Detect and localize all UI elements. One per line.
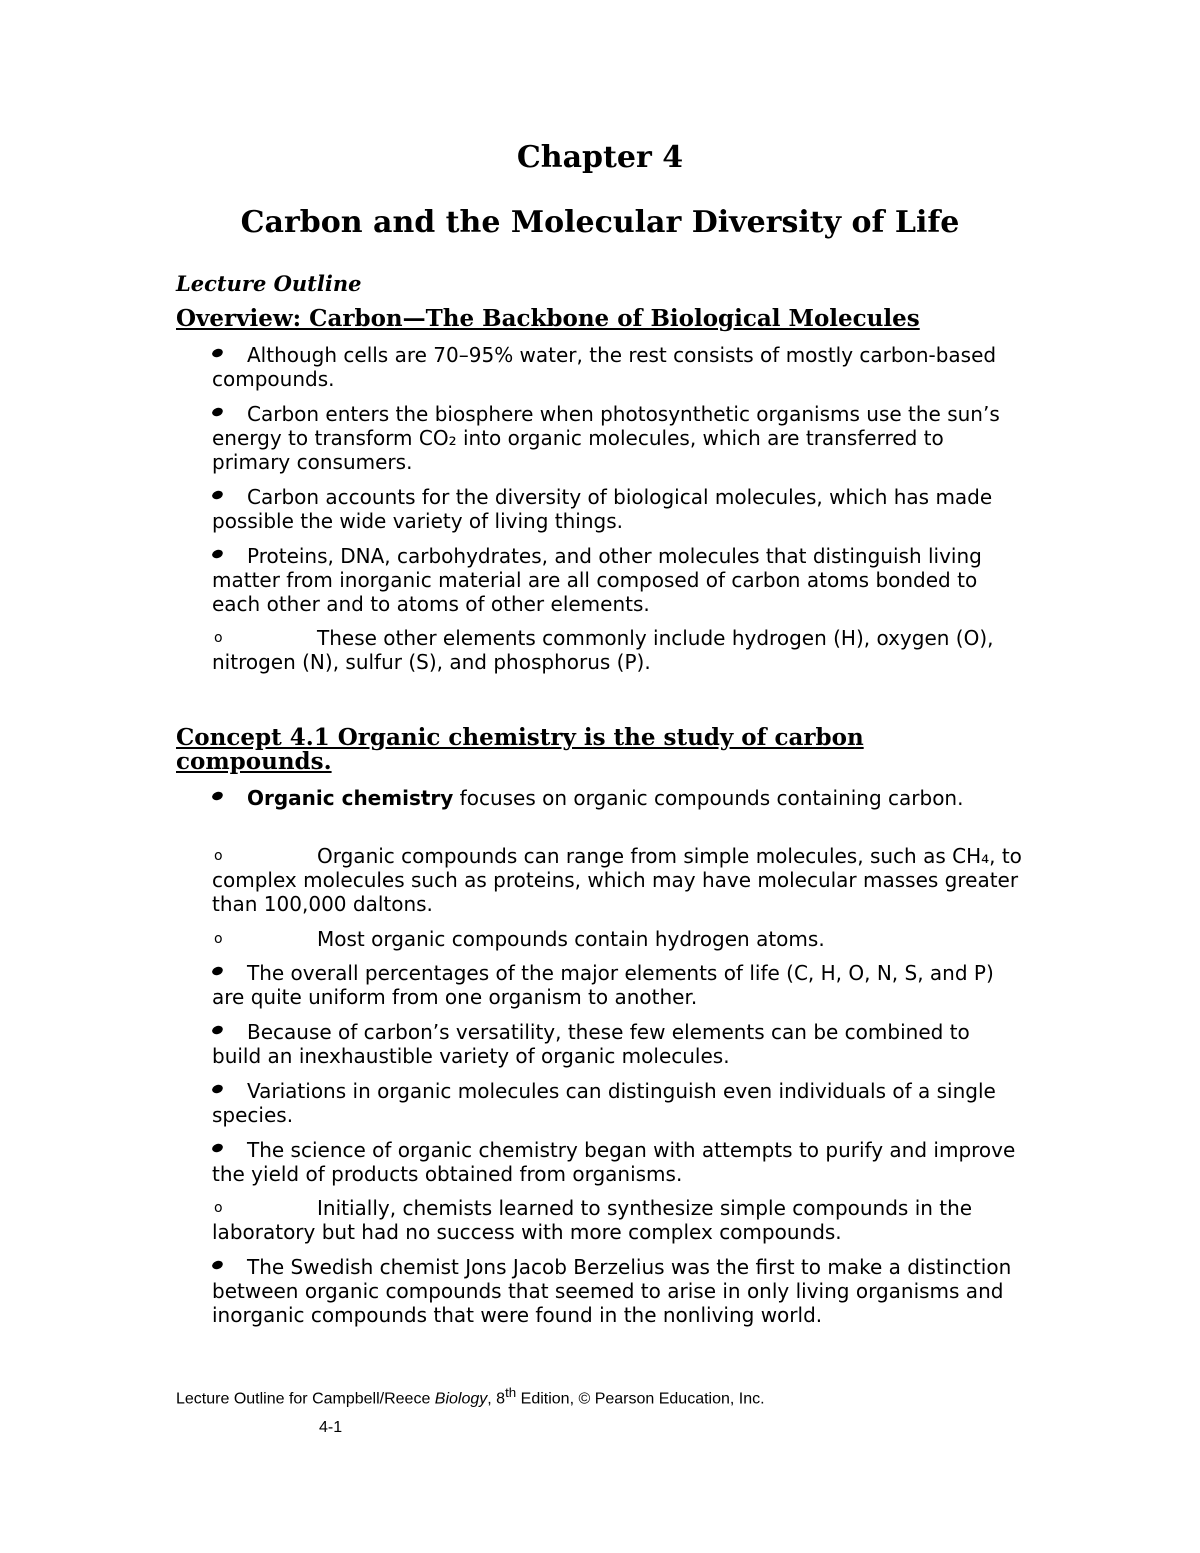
concept-sub-bullet-3: Initially, chemists learned to synthesize simple compounds in the laboratory but had no success with more complex compounds.: [212, 1196, 973, 1244]
overview-bullet-1: Although cells are 70–95% water, the rest consists of mostly carbon-based compounds.: [212, 343, 997, 391]
concept-sub-bullet-1: Organic compounds can range from simple molecules, such as CH₄, to complex molecules such as proteins, which may have molecular masses greater than 100,000 daltons.: [212, 844, 1022, 916]
concept-bullet-1-text: focuses on organic compounds containing carbon.: [453, 786, 964, 810]
overview-heading: Overview: Carbon—The Backbone of Biological Molecules: [176, 305, 920, 332]
page-number: 4-1: [319, 1419, 343, 1436]
footer-copyright: Edition, © Pearson Education, Inc.: [516, 1390, 765, 1408]
footer-book-title: Biology: [434, 1390, 488, 1408]
organic-chemistry-term: Organic chemistry: [247, 786, 454, 810]
overview-sub-bullet-1: These other elements commonly include hydrogen (H), oxygen (O), nitrogen (N), sulfur (S), and phosphorus (P).: [212, 626, 994, 674]
concept-bullet-3: Because of carbon’s versatility, these few elements can be combined to build an inexhaustible variety of organic molecules.: [212, 1020, 970, 1068]
sub-bullet-icon: o: [214, 1200, 223, 1216]
overview-bullet-2: Carbon enters the biosphere when photosynthetic organisms use the sun’s energy to transform CO₂ into organic molecules, which are transferred to primary consumers.: [212, 402, 1000, 474]
concept-bullet-2: The overall percentages of the major elements of life (C, H, O, N, S, and P) are quite uniform from one organism to another.: [212, 961, 994, 1009]
concept-bullet-5: The science of organic chemistry began with attempts to purify and improve the yield of products obtained from organisms.: [212, 1138, 1016, 1186]
sub-bullet-icon: o: [214, 931, 223, 947]
chapter-title: Carbon and the Molecular Diversity of Life: [240, 205, 960, 240]
concept-bullet-4: Variations in organic molecules can distinguish even individuals of a single species.: [212, 1079, 996, 1127]
page-footer: [176, 1385, 765, 1408]
footer-prefix: Lecture Outline for Campbell/Reece: [176, 1390, 435, 1408]
sub-bullet-icon: o: [214, 848, 223, 864]
overview-bullet-3: Carbon accounts for the diversity of biological molecules, which has made possible the wide variety of living things.: [212, 485, 993, 533]
chapter-number: Chapter 4: [516, 140, 684, 175]
concept-4-1-heading: Concept 4.1 Organic chemistry is the study of carbon compounds.: [176, 724, 864, 775]
concept-bullet-6: The Swedish chemist Jons Jacob Berzelius was the first to make a distinction between organic compounds that seemed to arise in only living organisms and inorganic compounds that were found in the nonliving world.: [212, 1255, 1012, 1327]
footer-edition: , 8: [487, 1390, 506, 1408]
sub-bullet-icon: o: [214, 630, 223, 646]
footer-edition-suffix: th: [505, 1385, 517, 1400]
overview-bullet-4: Proteins, DNA, carbohydrates, and other molecules that distinguish living matter from inorganic material are all composed of carbon atoms bonded to each other and to atoms of other elements.: [212, 544, 982, 616]
concept-sub-bullet-2: Most organic compounds contain hydrogen atoms.: [317, 927, 825, 951]
lecture-outline-label: Lecture Outline: [176, 271, 362, 296]
concept-bullet-1: [212, 786, 1022, 810]
